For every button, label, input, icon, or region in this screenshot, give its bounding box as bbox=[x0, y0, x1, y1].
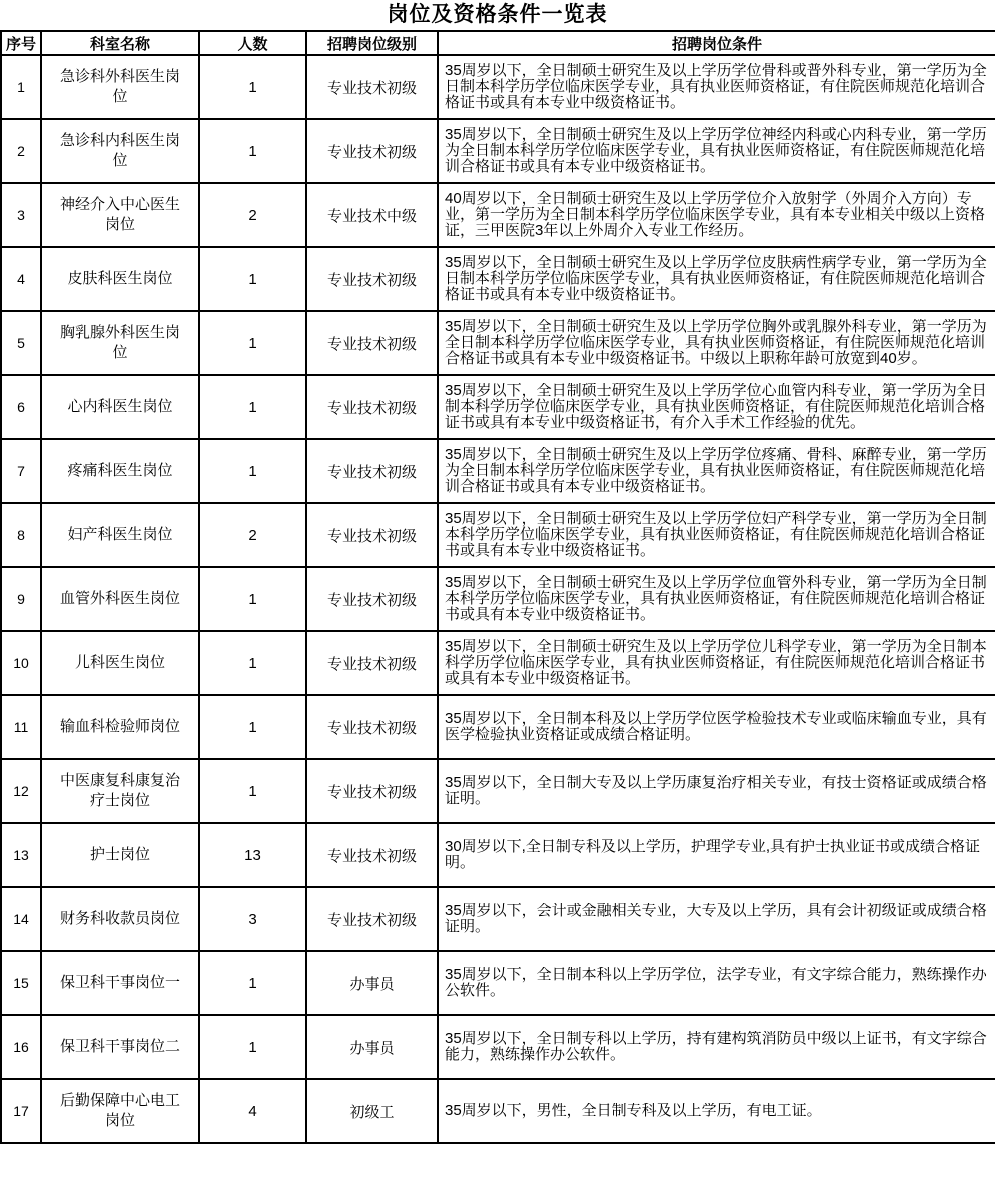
cell-requirements bbox=[438, 951, 995, 1015]
header-count: 人数 bbox=[199, 31, 306, 55]
cell-count: 1 bbox=[199, 695, 306, 759]
cell-requirements bbox=[438, 503, 995, 567]
cell-requirements bbox=[438, 311, 995, 375]
cell-count: 1 bbox=[199, 567, 306, 631]
cell-level: 专业技术初级 bbox=[306, 631, 438, 695]
cell-level: 专业技术初级 bbox=[306, 247, 438, 311]
cell-level: 初级工 bbox=[306, 1079, 438, 1143]
cell-requirements bbox=[438, 247, 995, 311]
cell-count: 2 bbox=[199, 183, 306, 247]
cell-no: 9 bbox=[1, 567, 41, 631]
table-row bbox=[1, 631, 995, 695]
table-row bbox=[1, 823, 995, 887]
cell-requirements bbox=[438, 823, 995, 887]
table-row bbox=[1, 567, 995, 631]
requirements-text: 35周岁以下，全日制硕士研究生及以上学历学位心血管内科专业，第一学历为全日制本科学历学位临床医学专业，具有执业医师资格证，有住院医师规范化培训合格证书或具有本专业中级资格证书，有介入手术工作经验的优先。 bbox=[445, 383, 987, 431]
cell-level: 专业技术初级 bbox=[306, 439, 438, 503]
cell-requirements bbox=[438, 55, 995, 119]
cell-no: 8 bbox=[1, 503, 41, 567]
cell-requirements bbox=[438, 759, 995, 823]
requirements-text: 35周岁以下，全日制硕士研究生及以上学历学位妇产科学专业，第一学历为全日制本科学历学位临床医学专业，具有执业医师资格证，有住院医师规范化培训合格证书或具有本专业中级资格证书。 bbox=[445, 511, 987, 559]
requirements-text: 30周岁以下,全日制专科及以上学历，护理学专业,具有护士执业证书或成绩合格证明。 bbox=[445, 839, 981, 871]
cell-department: 保卫科干事岗位二 bbox=[41, 1015, 199, 1079]
cell-count: 1 bbox=[199, 247, 306, 311]
table-row bbox=[1, 311, 995, 375]
header-no: 序号 bbox=[1, 31, 41, 55]
cell-department: 中医康复科康复治疗士岗位 bbox=[41, 759, 199, 823]
cell-count: 4 bbox=[199, 1079, 306, 1143]
cell-department: 疼痛科医生岗位 bbox=[41, 439, 199, 503]
cell-no: 6 bbox=[1, 375, 41, 439]
cell-level: 专业技术初级 bbox=[306, 823, 438, 887]
header-requirements: 招聘岗位条件 bbox=[438, 31, 995, 55]
table-row bbox=[1, 247, 995, 311]
cell-department: 血管外科医生岗位 bbox=[41, 567, 199, 631]
cell-requirements bbox=[438, 439, 995, 503]
requirements-text: 35周岁以下，全日制专科以上学历，持有建构筑消防员中级以上证书，有文字综合能力，熟练操作办公软件。 bbox=[445, 1031, 987, 1063]
requirements-text: 35周岁以下，全日制硕士研究生及以上学历学位疼痛、骨科、麻醉专业，第一学历为全日制本科学历学位临床医学专业，具有执业医师资格证，有住院医师规范化培训合格证书或具有本专业中级资格证书。 bbox=[445, 447, 987, 495]
requirements-text: 35周岁以下，男性，全日制专科及以上学历，有电工证。 bbox=[445, 1103, 822, 1119]
cell-no: 4 bbox=[1, 247, 41, 311]
header-level: 招聘岗位级别 bbox=[306, 31, 438, 55]
cell-level: 专业技术初级 bbox=[306, 695, 438, 759]
positions-table bbox=[0, 30, 995, 1144]
table-row bbox=[1, 887, 995, 951]
cell-department: 胸乳腺外科医生岗位 bbox=[41, 311, 199, 375]
table-row bbox=[1, 439, 995, 503]
header-row bbox=[1, 31, 995, 55]
cell-no: 14 bbox=[1, 887, 41, 951]
cell-department: 急诊科外科医生岗位 bbox=[41, 55, 199, 119]
cell-department: 心内科医生岗位 bbox=[41, 375, 199, 439]
cell-department: 保卫科干事岗位一 bbox=[41, 951, 199, 1015]
requirements-text: 35周岁以下，全日制硕士研究生及以上学历学位血管外科专业，第一学历为全日制本科学历学位临床医学专业，具有执业医师资格证，有住院医师规范化培训合格证书或具有本专业中级资格证书。 bbox=[445, 575, 987, 623]
cell-level: 专业技术初级 bbox=[306, 311, 438, 375]
cell-level: 专业技术初级 bbox=[306, 887, 438, 951]
cell-department: 财务科收款员岗位 bbox=[41, 887, 199, 951]
cell-department: 妇产科医生岗位 bbox=[41, 503, 199, 567]
cell-level: 专业技术初级 bbox=[306, 119, 438, 183]
cell-count: 13 bbox=[199, 823, 306, 887]
requirements-text: 35周岁以下，全日制硕士研究生及以上学历学位骨科或普外科专业，第一学历为全日制本科学历学位临床医学专业，具有执业医师资格证，有住院医师规范化培训合格证书或具有本专业中级资格证书。 bbox=[445, 63, 987, 111]
cell-level: 办事员 bbox=[306, 951, 438, 1015]
cell-level: 专业技术初级 bbox=[306, 567, 438, 631]
cell-count: 1 bbox=[199, 119, 306, 183]
cell-count: 1 bbox=[199, 55, 306, 119]
table-row bbox=[1, 503, 995, 567]
requirements-text: 35周岁以下，会计或金融相关专业，大专及以上学历，具有会计初级证或成绩合格证明。 bbox=[445, 903, 987, 935]
cell-department: 皮肤科医生岗位 bbox=[41, 247, 199, 311]
cell-requirements bbox=[438, 1015, 995, 1079]
cell-department: 急诊科内科医生岗位 bbox=[41, 119, 199, 183]
table-row bbox=[1, 1079, 995, 1143]
cell-level: 专业技术初级 bbox=[306, 503, 438, 567]
cell-department: 输血科检验师岗位 bbox=[41, 695, 199, 759]
cell-count: 2 bbox=[199, 503, 306, 567]
cell-count: 1 bbox=[199, 375, 306, 439]
cell-level: 专业技术初级 bbox=[306, 375, 438, 439]
table-row bbox=[1, 1015, 995, 1079]
table-row bbox=[1, 375, 995, 439]
cell-department: 护士岗位 bbox=[41, 823, 199, 887]
cell-requirements bbox=[438, 183, 995, 247]
cell-level: 办事员 bbox=[306, 1015, 438, 1079]
requirements-text: 35周岁以下，全日制硕士研究生及以上学历学位神经内科或心内科专业，第一学历为全日制本科学历学位临床医学专业，具有执业医师资格证，有住院医师规范化培训合格证书或具有本专业中级资格证书。 bbox=[445, 127, 987, 175]
cell-count: 1 bbox=[199, 631, 306, 695]
table-row bbox=[1, 759, 995, 823]
table-body bbox=[1, 55, 995, 1143]
cell-no: 17 bbox=[1, 1079, 41, 1143]
cell-level: 专业技术中级 bbox=[306, 183, 438, 247]
cell-no: 13 bbox=[1, 823, 41, 887]
cell-count: 1 bbox=[199, 759, 306, 823]
requirements-text: 35周岁以下，全日制硕士研究生及以上学历学位胸外或乳腺外科专业，第一学历为全日制本科学历学位临床医学专业，具有执业医师资格证，有住院医师规范化培训合格证书或具有本专业中级资格证书。中级以上职称年龄可放宽到40岁。 bbox=[445, 319, 987, 367]
header-department: 科室名称 bbox=[41, 31, 199, 55]
table-row bbox=[1, 119, 995, 183]
cell-count: 1 bbox=[199, 311, 306, 375]
cell-no: 10 bbox=[1, 631, 41, 695]
requirements-text: 35周岁以下，全日制大专及以上学历康复治疗相关专业，有技士资格证或成绩合格证明。 bbox=[445, 775, 987, 807]
cell-no: 5 bbox=[1, 311, 41, 375]
cell-requirements bbox=[438, 695, 995, 759]
cell-no: 3 bbox=[1, 183, 41, 247]
cell-count: 1 bbox=[199, 1015, 306, 1079]
requirements-text: 35周岁以下，全日制硕士研究生及以上学历学位儿科学专业，第一学历为全日制本科学历学位临床医学专业，具有执业医师资格证，有住院医师规范化培训合格证书或具有本专业中级资格证书。 bbox=[445, 639, 987, 687]
cell-no: 2 bbox=[1, 119, 41, 183]
cell-no: 16 bbox=[1, 1015, 41, 1079]
cell-department: 后勤保障中心电工岗位 bbox=[41, 1079, 199, 1143]
cell-count: 3 bbox=[199, 887, 306, 951]
table-row bbox=[1, 55, 995, 119]
cell-level: 专业技术初级 bbox=[306, 55, 438, 119]
cell-requirements bbox=[438, 567, 995, 631]
cell-no: 11 bbox=[1, 695, 41, 759]
cell-requirements bbox=[438, 631, 995, 695]
cell-count: 1 bbox=[199, 951, 306, 1015]
cell-no: 7 bbox=[1, 439, 41, 503]
cell-requirements bbox=[438, 119, 995, 183]
requirements-text: 35周岁以下，全日制本科以上学历学位，法学专业，有文字综合能力，熟练操作办公软件。 bbox=[445, 967, 987, 999]
cell-no: 15 bbox=[1, 951, 41, 1015]
table-header bbox=[1, 31, 995, 55]
cell-requirements bbox=[438, 1079, 995, 1143]
requirements-text: 35周岁以下，全日制本科及以上学历学位医学检验技术专业或临床输血专业，具有医学检验执业资格证或成绩合格证明。 bbox=[445, 711, 987, 743]
cell-requirements bbox=[438, 375, 995, 439]
table-row bbox=[1, 951, 995, 1015]
table-row bbox=[1, 695, 995, 759]
cell-department: 儿科医生岗位 bbox=[41, 631, 199, 695]
table-row bbox=[1, 183, 995, 247]
cell-count: 1 bbox=[199, 439, 306, 503]
requirements-text: 35周岁以下，全日制硕士研究生及以上学历学位皮肤病性病学专业，第一学历为全日制本科学历学位临床医学专业，具有执业医师资格证，有住院医师规范化培训合格证书或具有本专业中级资格证书。 bbox=[445, 255, 987, 303]
cell-department: 神经介入中心医生岗位 bbox=[41, 183, 199, 247]
cell-no: 1 bbox=[1, 55, 41, 119]
cell-no: 12 bbox=[1, 759, 41, 823]
requirements-text: 40周岁以下，全日制硕士研究生及以上学历学位介入放射学（外周介入方向）专业，第一学历为全日制本科学历学位临床医学专业，具有本专业相关中级以上资格证，三甲医院3年以上外周介入专业工作经历。 bbox=[445, 191, 986, 239]
cell-requirements bbox=[438, 887, 995, 951]
cell-level: 专业技术初级 bbox=[306, 759, 438, 823]
page-title: 岗位及资格条件一览表 bbox=[387, 3, 608, 26]
